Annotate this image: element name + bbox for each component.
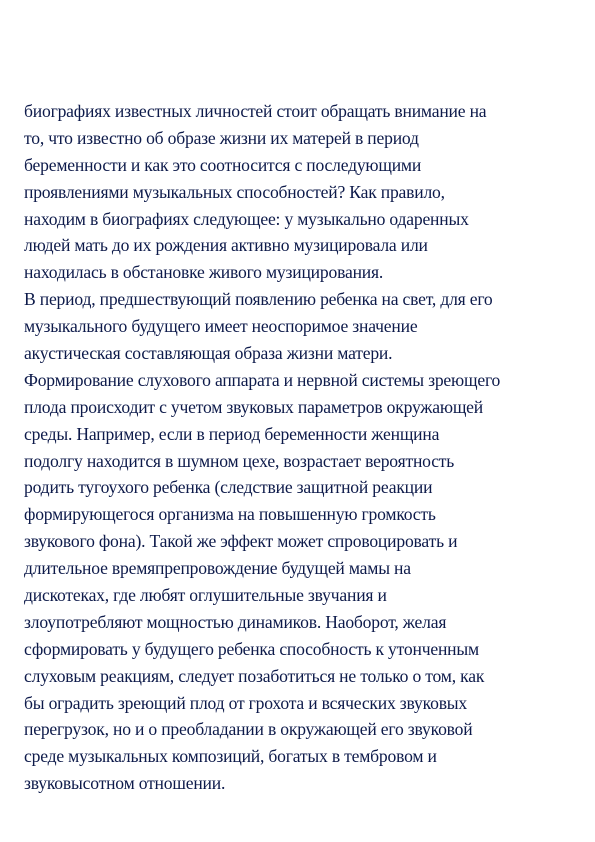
text-line: перегрузок, но и о преобладании в окружающей его звуковой (24, 719, 473, 740)
text-line: бы оградить зреющий плод от грохота и всяческих звуковых (24, 692, 468, 713)
text-line: слуховым реакциям, следует позаботиться не только о том, как (24, 665, 485, 686)
body-text (24, 98, 584, 797)
text-line: акустическая составляющая образа жизни матери. (24, 343, 393, 364)
text-line: плода происходит с учетом звуковых параметров окружающей (24, 396, 483, 417)
text-line: то, что известно об образе жизни их матерей в период (24, 127, 419, 148)
text-line: находим в биографиях следующее: у музыкально одаренных (24, 208, 469, 229)
text-line: дискотеках, где любят оглушительные звучания и (24, 585, 387, 606)
text-line: Формирование слухового аппарата и нервной системы зреющего (24, 369, 501, 390)
text-line: В период, предшествующий появлению ребенка на свет, для его (24, 289, 493, 310)
text-line: звукового фона). Такой же эффект может спровоцировать и (24, 531, 458, 552)
text-line: длительное времяпрепровождение будущей мамы на (24, 558, 411, 579)
text-line: находилась в обстановке живого музицирования. (24, 262, 384, 283)
text-line: музыкального будущего имеет неоспоримое значение (24, 316, 418, 337)
text-line: среде музыкальных композиций, богатых в тембровом и (24, 746, 437, 767)
text-line: родить тугоухого ребенка (следствие защитной реакции (24, 477, 433, 498)
text-line: формирующегося организма на повышенную громкость (24, 504, 436, 525)
text-line: злоупотребляют мощностью динамиков. Наоборот, желая (24, 611, 447, 632)
text-line: людей мать до их рождения активно музицировала или (24, 235, 428, 256)
text-line: беременности и как это соотносится с последующими (24, 154, 422, 175)
text-line: звуковысотном отношении. (24, 773, 226, 794)
text-line: проявлениями музыкальных способностей? Как правило, (24, 181, 445, 202)
text-line: подолгу находится в шумном цехе, возрастает вероятность (24, 450, 455, 471)
text-line: биографиях известных личностей стоит обращать внимание на (24, 101, 487, 121)
text-line: сформировать у будущего ребенка способность к утонченным (24, 638, 479, 659)
text-line: среды. Например, если в период беременности женщина (24, 423, 440, 444)
